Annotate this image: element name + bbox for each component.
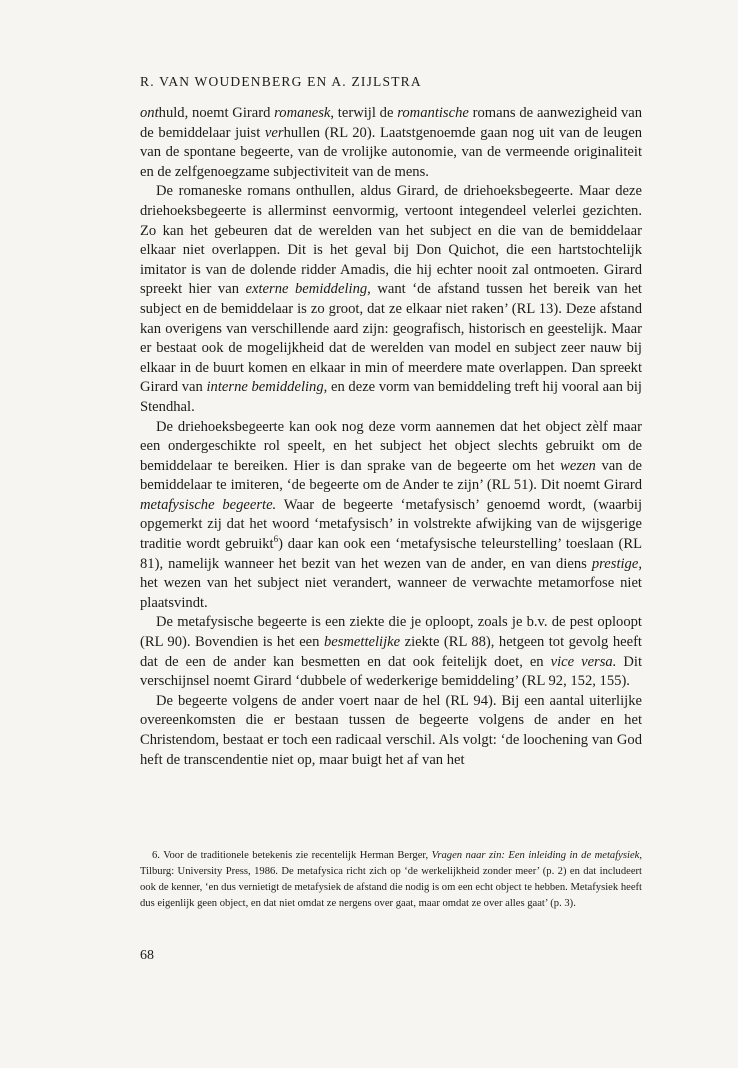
text-run: ziekte (RL 88), hetgeen tot gevolg heeft dat de een de ander kan besmetten en dat ook feitelijk doet, en xyxy=(140,634,642,670)
text-run: , en deze vorm van bemiddeling treft hij vooral aan bij Stendhal. xyxy=(140,379,642,415)
text-run: Waar de begeerte ‘metafysisch’ genoemd wordt, (waarbij opgemerkt zij dat het woord ‘metafysisch’ in volstrekte afwijking van de wijsgerige traditie wordt gebruikt xyxy=(140,496,642,553)
italic-run: wezen xyxy=(560,457,596,474)
text-run: hullen (RL 20). Laatstgenoemde gaan nog uit van de leugen van de spontane begeerte, van de vrolijke autonomie, van de vermeende originaliteit en de zelfgenoegzame subjectiviteit van de mens. xyxy=(140,124,642,180)
italic-run: prestige xyxy=(591,555,639,572)
paragraph-4 xyxy=(140,613,642,691)
text-run: , het wezen van het subject niet verandert, wanneer de verwachte metamorfose niet plaatsvindt. xyxy=(140,555,642,611)
italic-run: vice versa. xyxy=(550,653,617,670)
italic-run: metafysische begeerte. xyxy=(140,496,277,513)
italic-run: interne bemiddeling xyxy=(206,379,324,396)
page-number: 68 xyxy=(140,948,154,963)
paragraph-5 xyxy=(140,692,642,770)
italic-run: romanesk xyxy=(274,105,331,121)
text-run: romans de aanwezigheid van de bemiddelaar juist xyxy=(140,105,643,141)
text-run: 6. Voor de traditionele betekenis zie recentelijk Herman Berger, xyxy=(152,850,432,861)
italic-run: Vragen naar zin: Een inleiding in de metafysiek xyxy=(431,850,640,861)
italic-run: romantische xyxy=(397,105,469,121)
text-run: , want ‘de afstand tussen het bereik van het subject en de bemiddelaar is zo groot, dat ze elkaar niet raken’ (RL 13). Deze afstand kan overigens van verschillende aard zijn: geografisch, historisch en geestelijk. Maar er bestaat ook de mogelijkheid dat de werelden van model en subject zeer nauw bij elkaar in de buurt komen en elkaar in min of meerdere mate overlappen. Dan spreekt Girard van xyxy=(140,281,642,396)
paragraph-3 xyxy=(140,418,642,614)
italic-run: besmettelijke xyxy=(323,634,401,651)
italic-run: ont xyxy=(140,105,159,121)
text-run: , Tilburg: University Press, 1986. De metafysica richt zich op ‘de werkelijkheid zonder meer’ (p. 2) en dat includeert ook de kenner, ‘en dus vernietigt de metafysiek de afstand die nodig is om een echt object te hebben. Metafysiek heeft dus eigenlijk geen object, en dat niet omdat ze nergens over gaat, maar omdat ze over alles gaat’ (p. 3). xyxy=(140,850,642,909)
text-run: De romaneske romans onthullen, aldus Girard, de driehoeksbegeerte. Maar deze driehoeksbegeerte is allerminst eenvormig, vertoont integendeel velerlei gezichten. Zo kan het gebeuren dat de werelden van het subject en die van de bemiddelaar elkaar niet overlappen. Dit is het geval bij Don Quichot, die een hartstochtelijk imitator is van de dolende ridder Amadis, die hij echter nooit zal ontmoeten. Girard spreekt hier van xyxy=(140,183,642,298)
italic-run: externe bemiddeling xyxy=(245,281,368,298)
text-run: De begeerte volgens de ander voert naar de hel (RL 94). Bij een aantal uiterlijke overeenkomsten die er bestaan tussen de begeerte volgens de ander en het Christendom, bestaat er toch een radicaal verschil. Als volgt: ‘de loochening van God heft de transcendentie niet op, maar buigt het af van het xyxy=(140,692,642,768)
paragraph-1 xyxy=(140,104,642,182)
text-run: , terwijl de xyxy=(330,105,398,121)
text-run: ) daar kan ook een ‘metafysische teleurstelling’ toeslaan (RL 81), namelijk wanneer het bezit van het wezen van de ander, en van diens xyxy=(140,536,642,572)
footnote-ref: 6 xyxy=(273,534,279,545)
footnote-6 xyxy=(140,848,642,912)
text-run: van de bemiddelaar te imiteren, ‘de begeerte om de Ander te zijn’ (RL 51). Dit noemt Girard xyxy=(140,457,642,494)
running-head: R. VAN WOUDENBERG EN A. ZIJLSTRA xyxy=(140,74,422,89)
text-run: huld, noemt Girard xyxy=(158,105,275,121)
text-run: Dit verschijnsel noemt Girard ‘dubbele of wederkerige bemiddeling’ (RL 92, 152, 155). xyxy=(140,653,642,690)
paragraph-2 xyxy=(140,182,642,417)
text-run: De driehoeksbegeerte kan ook nog deze vorm aannemen dat het object zèlf maar een ondergeschikte rol speelt, en het subject het object slechts gebruikt om de bemiddelaar te bereiken. Hier is dan sprake van de begeerte om het xyxy=(140,418,642,474)
text-run: De metafysische begeerte is een ziekte die je oploopt, zoals je b.v. de pest oploopt (RL 90). Bovendien is het een xyxy=(140,614,642,651)
body-text xyxy=(140,104,642,770)
italic-run: ver xyxy=(264,124,284,141)
footnote xyxy=(140,848,642,912)
